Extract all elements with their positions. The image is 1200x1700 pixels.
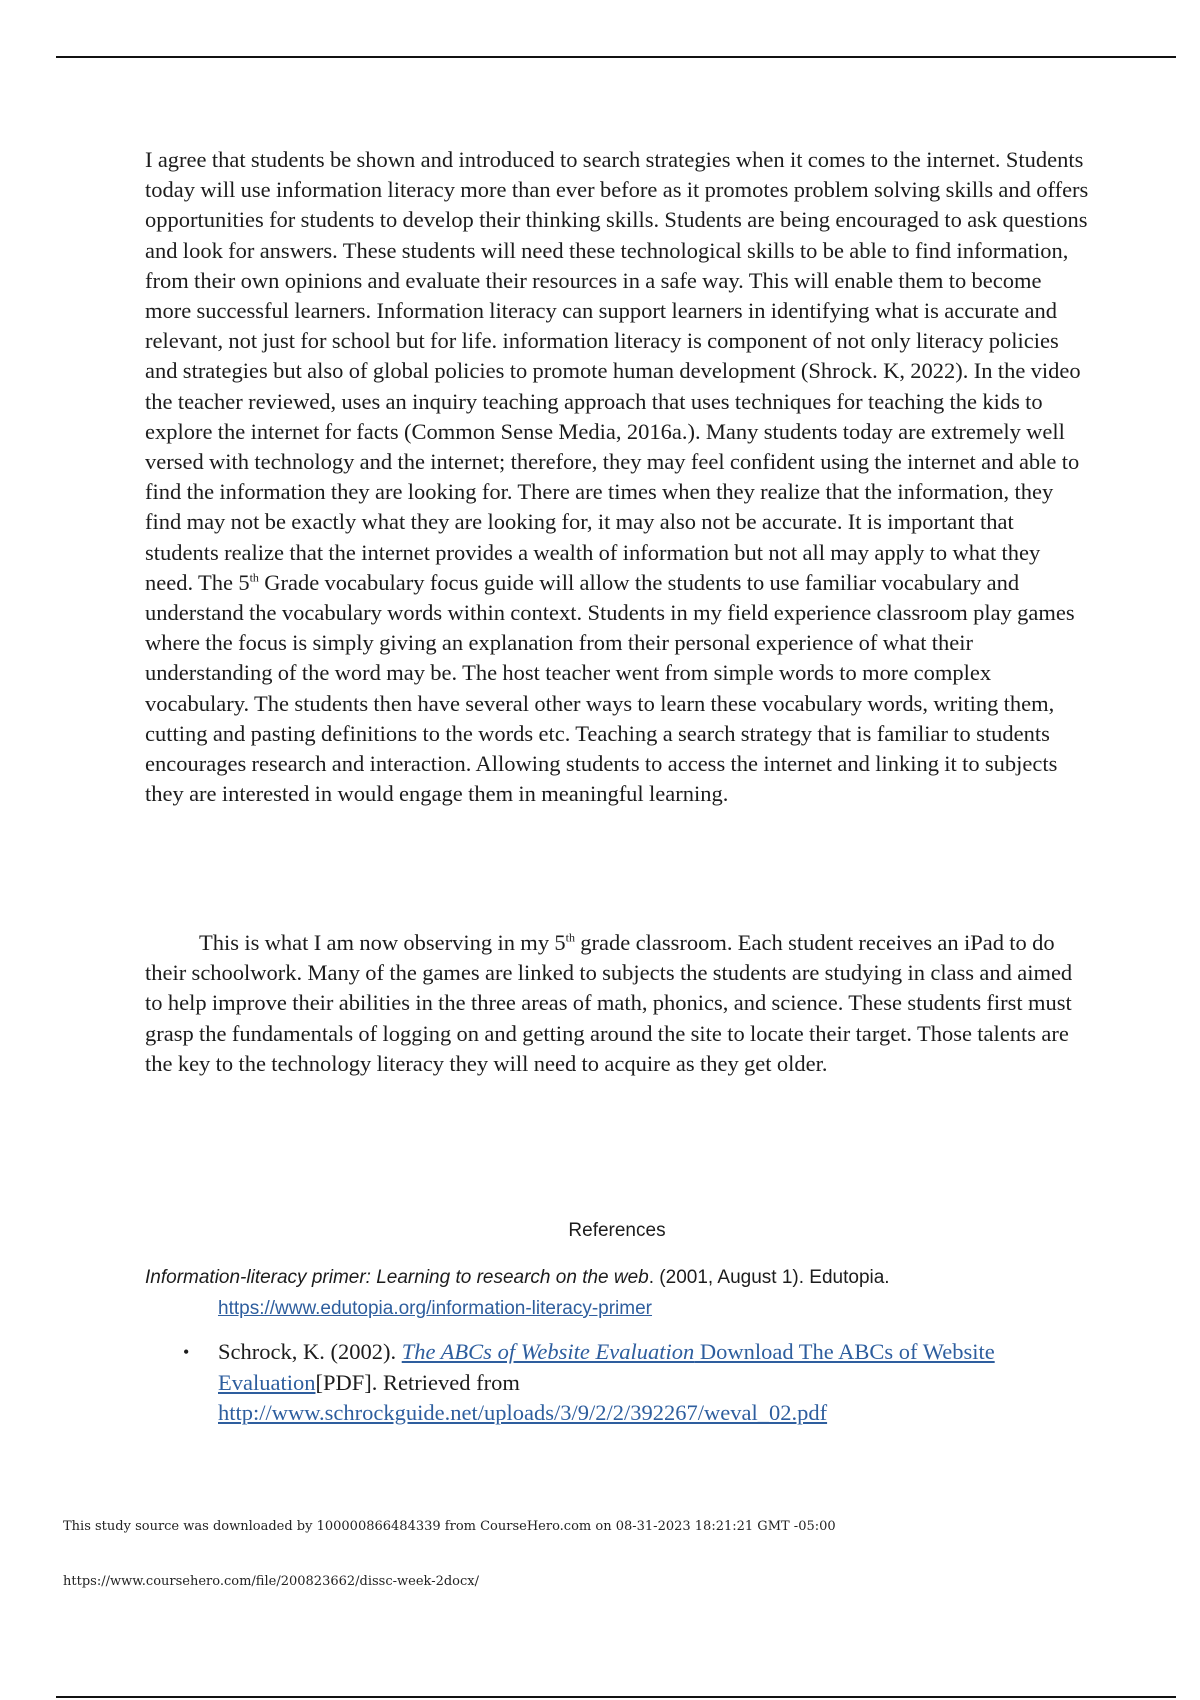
paragraph-1-superscript: th (249, 570, 259, 585)
source-url: https://www.coursehero.com/file/200823662/dissc-week-2docx/ (63, 1574, 479, 1589)
paragraph-2-superscript: th (565, 930, 575, 945)
paragraph-1-text-b: Grade vocabulary focus guide will allow the students to use familiar vocabulary and understand the vocabulary words within context. Students in my field experience classroom play games where the focus is simply giving an explanation from their personal experience of what their understanding of the word may be. The host teacher went from simple words to more complex vocabulary. The students then have several other ways to learn these vocabulary words, writing them, cutting and pasting definitions to the words etc. Teaching a search strategy that is familiar to students encourages research and interaction. Allowing students to access the internet and linking it to subjects they are interested in would engage them in meaningful learning. (145, 569, 1075, 807)
reference-2-title-link[interactable]: The ABCs of Website Evaluation (401, 1339, 695, 1364)
reference-1 (145, 1262, 1085, 1324)
reference-2-format: [PDF]. Retrieved from (315, 1369, 520, 1395)
bullet-icon: • (183, 1342, 190, 1362)
reference-2-download-link[interactable]: Download The ABCs of Website Evaluation (218, 1339, 995, 1395)
reference-2-author: Schrock, K. (2002). (218, 1339, 402, 1364)
top-rule (56, 56, 1176, 58)
body-paragraph-1 (145, 145, 1090, 809)
references-heading: References (568, 1220, 666, 1241)
reference-1-link[interactable]: https://www.edutopia.org/information-literacy-primer (218, 1298, 653, 1319)
reference-2 (183, 1337, 1083, 1429)
paragraph-2-text-b: grade classroom. Each student receives an iPad to do their schoolwork. Many of the games are linked to subjects the students are studying in class and aimed to help improve their abilities in the three areas of math, phonics, and science. These students first must grasp the fundamentals of logging on and getting around the site to locate their target. Those talents are the key to the technology literacy they will need to acquire as they get older. (145, 930, 1073, 1076)
download-notice: This study source was downloaded by 100000866484339 from CourseHero.com on 08-31-2023 18:21:21 GMT -05:00 (63, 1519, 836, 1534)
reference-1-details: . (2001, August 1). Edutopia. (648, 1267, 890, 1288)
reference-1-title: Information-literacy primer: Learning to research on the web (145, 1267, 649, 1288)
reference-2-url-link[interactable]: http://www.schrockguide.net/uploads/3/9/2/2/392267/weval_02.pdf (218, 1400, 828, 1425)
bottom-rule (56, 1696, 1176, 1698)
body-paragraph-2 (145, 928, 1090, 1079)
paragraph-2-text-a: This is what I am now observing in my 5 (199, 930, 566, 955)
paragraph-1-text-a: I agree that students be shown and introduced to search strategies when it comes to the internet. Students today will use information literacy more than ever before as it promotes problem solving skills and offers opportunities for students to develop their thinking skills. Students are being encouraged to ask questions and look for answers. These students will need these technological skills to be able to find information, from their own opinions and evaluate their resources in a safe way. This will enable them to become more successful learners. Information literacy can support learners in identifying what is accurate and relevant, not just for school but for life. information literacy is component of not only literacy policies and strategies but also of global policies to promote human development (Shrock. K, 2022). In the video the teacher reviewed, uses an inquiry teaching approach that uses techniques for teaching the kids to explore the internet for facts (Common Sense Media, 2016a.). Many students today are extremely well versed with technology and the internet; therefore, they may feel confident using the internet and able to find the information they are looking for. There are times when they realize that the information, they find may not be exactly what they are looking for, it may also not be accurate. It is important that students realize that the internet provides a wealth of information but not all may apply to what they need. The 5 (145, 147, 1089, 595)
